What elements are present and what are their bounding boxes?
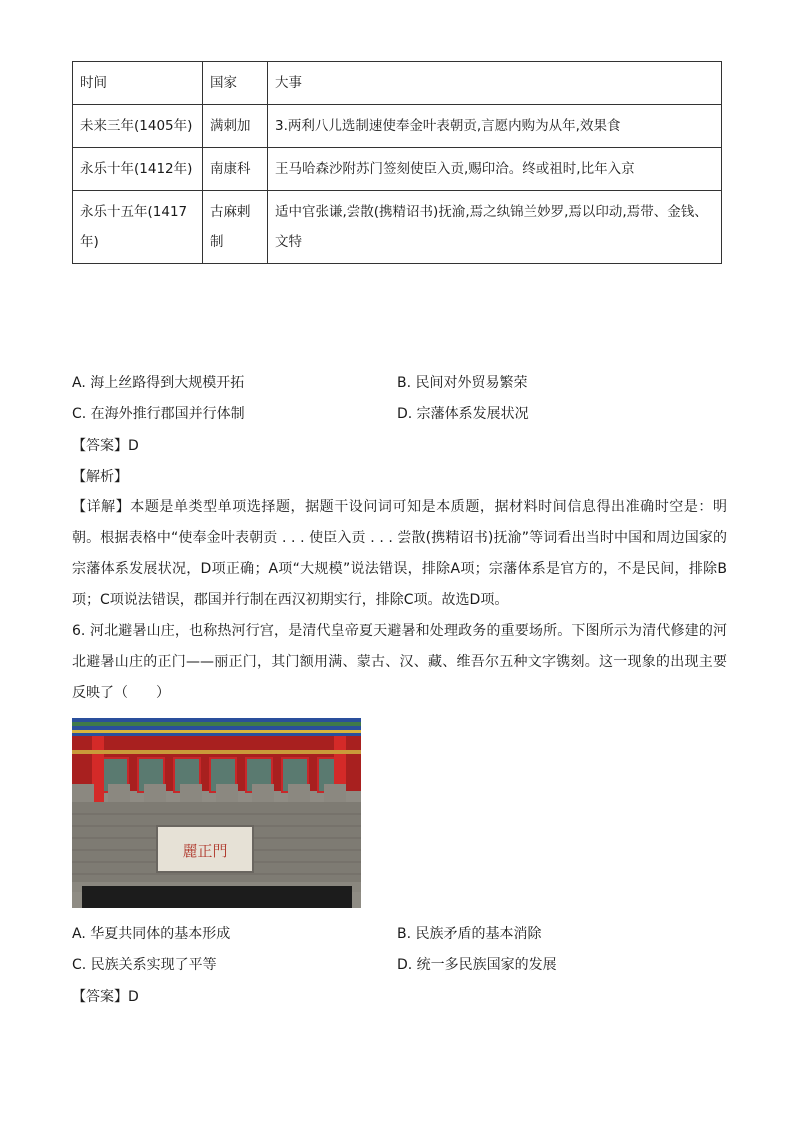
q5-detail: 【详解】本题是单类型单项选择题，据题干设问词可知是本质题，据材料时间信息得出准确时空是：明朝。根据表格中“使奉金叶表朝贡 . . . 使臣入贡 . . . 尝散(携精诏书)抚渝”等词看出当时中国和周边国家的宗藩体系发展状况，D项正确；A项“大规模”说法错误，排除A项；宗藩体系是官方的，不是民间，排除B项；C项说法错误，郡国并行制在西汉初期实行，排除C项。故选D项。	[72, 499, 727, 608]
q6-option-d: D. 统一多民族国家的发展	[397, 956, 557, 973]
table-row	[73, 148, 722, 191]
q5-options	[72, 366, 732, 428]
table-cell-time: 未来三年(1405年)	[73, 105, 203, 148]
table-row	[73, 105, 722, 148]
q6-options	[72, 917, 732, 979]
q6-option-a: A. 华夏共同体的基本形成	[72, 925, 231, 942]
q5-option-d: D. 宗藩体系发展状况	[397, 405, 529, 422]
table-header-row	[73, 62, 722, 105]
gate-illustration	[72, 718, 361, 908]
plaque-text: 麗正門	[182, 842, 228, 860]
table-cell-country: 南康科	[203, 148, 268, 191]
table-header-country: 国家	[203, 62, 268, 105]
table-cell-country: 古麻剌制	[203, 191, 268, 264]
q6-option-b: B. 民族矛盾的基本消除	[397, 925, 542, 942]
table-header-event: 大事	[268, 62, 722, 105]
lizheng-gate-photo	[72, 718, 361, 908]
table-cell-event: 适中官张谦,尝散(携精诏书)抚渝,焉之纨锦兰妙罗,焉以印动,焉带、金钱、文特	[268, 191, 722, 264]
q5-option-a: A. 海上丝路得到大规模开拓	[72, 374, 245, 391]
history-table	[72, 61, 722, 264]
table-cell-country: 满刺加	[203, 105, 268, 148]
q5-option-b: B. 民间对外贸易繁荣	[397, 374, 528, 391]
table-cell-time: 永乐十五年(1417年)	[73, 191, 203, 264]
table-cell-event: 3.两利八儿选制速使奉金叶表朝贡,言愿内购为从年,效果食	[268, 105, 722, 148]
q5-analysis-label: 【解析】	[72, 469, 128, 485]
q6-option-c: C. 民族关系实现了平等	[72, 956, 217, 973]
q5-answer: 【答案】D	[72, 438, 139, 454]
table-cell-event: 王马哈森沙附苏门签刻使臣入贡,赐印洽。终或祖时,比年入京	[268, 148, 722, 191]
q6-answer: 【答案】D	[72, 989, 139, 1005]
q6-stem: 6. 河北避暑山庄，也称热河行宫，是清代皇帝夏天避暑和处理政务的重要场所。下图所示为清代修建的河北避暑山庄的正门——丽正门，其门额用满、蒙古、汉、藏、维吾尔五种文字镌刻。这一现象的出现主要反映了（ ）	[72, 623, 727, 701]
q5-option-c: C. 在海外推行郡国并行体制	[72, 405, 245, 422]
table-row	[73, 191, 722, 264]
table-cell-time: 永乐十年(1412年)	[73, 148, 203, 191]
table-header-time: 时间	[73, 62, 203, 105]
